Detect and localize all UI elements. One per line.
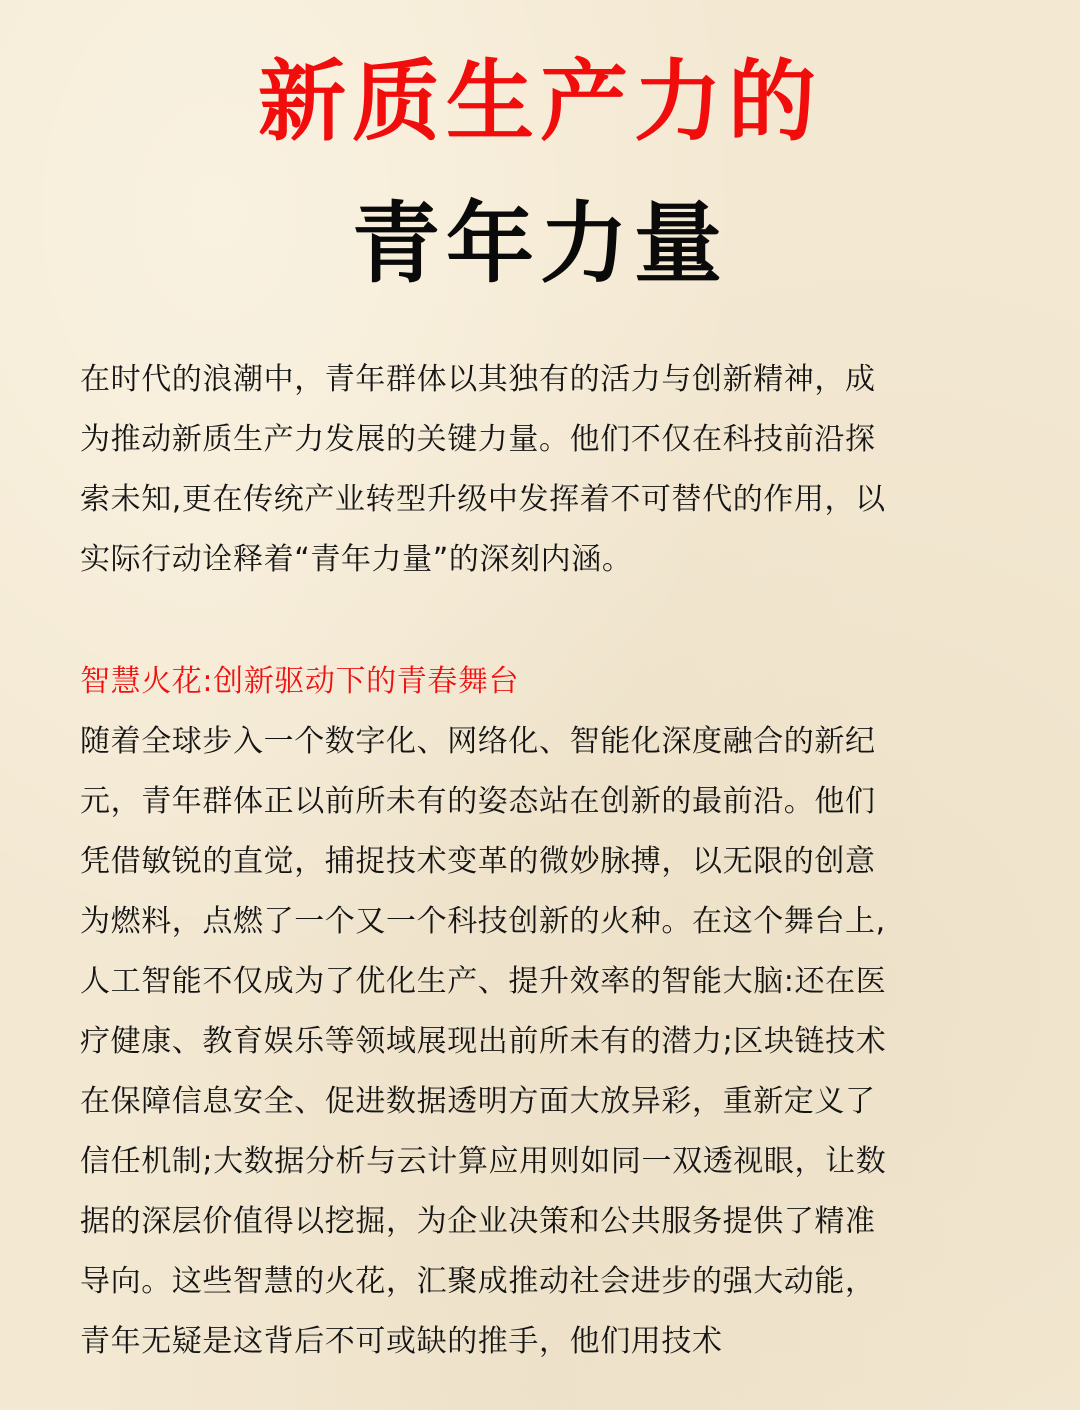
section-line: 凭借敏锐的直觉，捕捉技术变革的微妙脉搏，以无限的创意 bbox=[80, 844, 876, 879]
intro-line: 为推动新质生产力发展的关键力量。他们不仅在科技前沿探 bbox=[80, 422, 876, 457]
intro-line: 在时代的浪潮中，青年群体以其独有的活力与创新精神，成 bbox=[80, 362, 876, 397]
section-line: 为燃料，点燃了一个又一个科技创新的火种。在这个舞台上, bbox=[80, 904, 886, 939]
section-line: 元，青年群体正以前所未有的姿态站在创新的最前沿。他们 bbox=[80, 784, 876, 819]
title-line-2: 青年力量 bbox=[351, 192, 728, 295]
section-paragraph bbox=[80, 712, 1000, 1372]
intro-line: 实际行动诠释着“青年力量”的深刻内涵。 bbox=[80, 542, 633, 577]
intro-paragraph bbox=[80, 350, 1000, 590]
section-heading: 智慧火花:创新驱动下的青春舞台 bbox=[80, 664, 520, 699]
section-line: 人工智能不仅成为了优化生产、提升效率的智能大脑:还在医 bbox=[80, 964, 887, 999]
section-line: 青年无疑是这背后不可或缺的推手，他们用技术 bbox=[80, 1324, 723, 1359]
title-line-1: 新质生产力的 bbox=[257, 50, 822, 153]
section-line: 在保障信息安全、促进数据透明方面大放异彩，重新定义了 bbox=[80, 1084, 876, 1119]
section-line: 疗健康、教育娱乐等领域展现出前所未有的潜力;区块链技术 bbox=[80, 1024, 887, 1059]
section-line: 信任机制;大数据分析与云计算应用则如同一双透视眼，让数 bbox=[80, 1144, 887, 1179]
section-line: 随着全球步入一个数字化、网络化、智能化深度融合的新纪 bbox=[80, 724, 876, 759]
section-line: 据的深层价值得以挖掘，为企业决策和公共服务提供了精准 bbox=[80, 1204, 876, 1239]
section-line: 导向。这些智慧的火花，汇聚成推动社会进步的强大动能， bbox=[80, 1264, 876, 1299]
intro-line: 索未知,更在传统产业转型升级中发挥着不可替代的作用，以 bbox=[80, 482, 886, 517]
